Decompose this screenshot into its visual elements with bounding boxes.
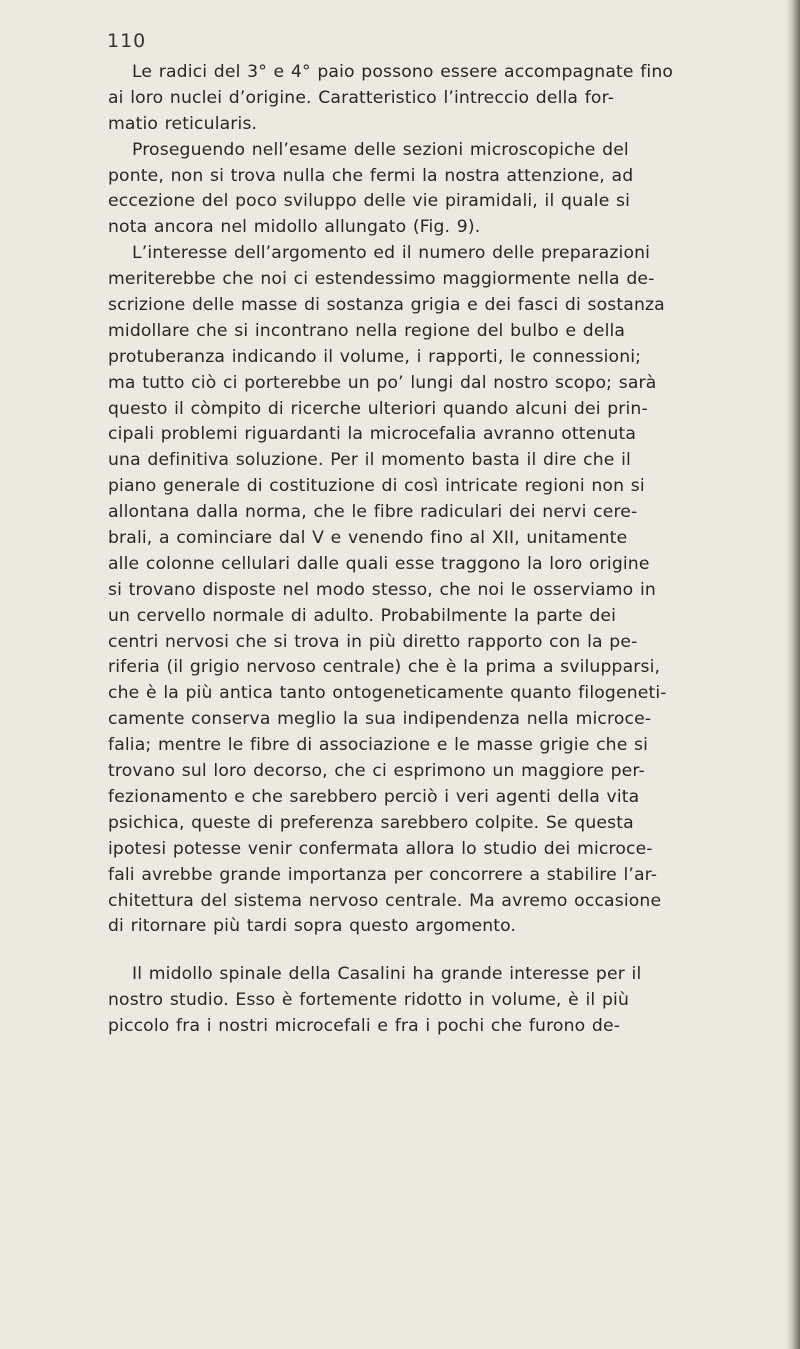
text-line: che è la più antica tanto ontogeneticamente quanto filogeneti- [108,683,667,704]
paragraph-gap [108,940,713,962]
page-number: 110 [107,30,147,52]
text-line: si trovano disposte nel modo stesso, che noi le osserviamo in [108,579,656,600]
text-line: ai loro nuclei d’origine. Caratteristico l’intreccio della for- [108,87,615,108]
text-line: scrizione delle masse di sostanza grigia e dei fasci di sostanza [108,295,665,316]
text-line: fali avrebbe grande importanza per concorrere a stabilire l’ar- [108,864,658,885]
text-line: cipali problemi riguardanti la microcefalia avranno ottenuta [108,424,637,445]
text-line: camente conserva meglio la sua indipendenza nella microce- [108,709,652,730]
text-line: ponte, non si trova nulla che fermi la nostra attenzione, ad [108,165,634,186]
text-line: matio reticularis. [108,113,258,134]
text-line: midollare che si incontrano nella regione del bulbo e della [108,320,626,341]
text-line: Il midollo spinale della Casalini ha grande interesse per il [132,964,642,985]
text-line: L’interesse dell’argomento ed il numero delle preparazioni [132,243,651,264]
text-line: questo il còmpito di ricerche ulteriori quando alcuni dei prin- [108,398,648,419]
text-line: nostro studio. Esso è fortemente ridotto in volume, è il più [108,990,629,1011]
text-line: chitettura del sistema nervoso centrale. Ma avremo occasione [108,890,662,911]
page-edge-shadow [786,0,800,1349]
text-line: alle colonne cellulari dalle quali esse traggono la loro origine [108,553,650,574]
text-line: un cervello normale di adulto. Probabilmente la parte dei [108,605,617,626]
text-line: fezionamento e che sarebbero perciò i veri agenti della vita [108,786,640,807]
text-line: ma tutto ciò ci porterebbe un po’ lungi dal nostro scopo; sarà [108,372,657,393]
text-line: falia; mentre le fibre di associazione e le masse grigie che si [108,735,649,756]
text-line: brali, a cominciare dal V e venendo fino al XII, unitamente [108,528,628,549]
text-line: eccezione del poco sviluppo delle vie piramidali, il quale si [108,191,631,212]
text-line: piano generale di costituzione di così intricate regioni non si [108,476,645,497]
text-line: psichica, queste di preferenza sarebbero colpite. Se questa [108,812,634,833]
text-line: di ritornare più tardi sopra questo argomento. [108,916,517,937]
body-text [108,60,713,1040]
text-line: allontana dalla norma, che le fibre radiculari dei nervi cere- [108,502,638,523]
text-line: trovano sul loro decorso, che ci esprimono un maggiore per- [108,761,645,782]
text-line: nota ancora nel midollo allungato (Fig. 9). [108,217,481,238]
text-line: piccolo fra i nostri microcefali e fra i pochi che furono de- [108,1016,621,1037]
text-line: Proseguendo nell’esame delle sezioni microscopiche del [132,139,629,160]
text-line: riferia (il grigio nervoso centrale) che è la prima a svilupparsi, [108,657,661,678]
text-line: ipotesi potesse venir confermata allora lo studio dei microce- [108,838,653,859]
text-line: centri nervosi che si trova in più diretto rapporto con la pe- [108,631,638,652]
text-line: protuberanza indicando il volume, i rapporti, le connessioni; [108,346,642,367]
text-line: meriterebbe che noi ci estendessimo maggiormente nella de- [108,269,655,290]
text-line: una definitiva soluzione. Per il momento basta il dire che il [108,450,631,471]
text-line: Le radici del 3° e 4° paio possono essere accompagnate fino [132,62,674,82]
